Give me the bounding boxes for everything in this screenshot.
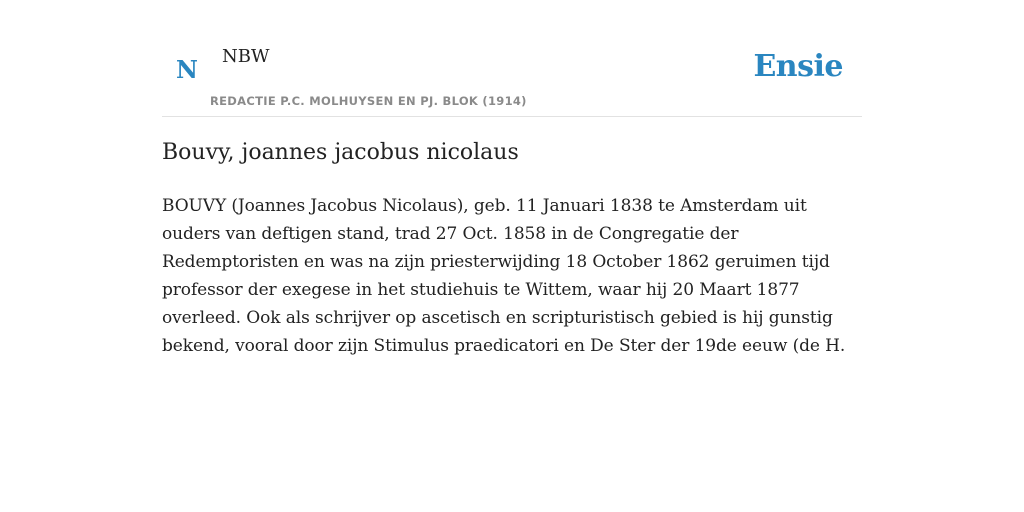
entry-title: Bouvy, joannes jacobus nicolaus [162, 140, 519, 165]
source-title[interactable]: NBW [222, 46, 270, 67]
entry-body: BOUVY (Joannes Jacobus Nicolaus), geb. 11 Januari 1838 te Amsterdam uit ouders van deftigen stand, trad 27 Oct. 1858 in de Congregatie der Redemptoristen en was na zijn priesterwijding 18 October 1862 geruimen tijd professor der exegese in het studiehuis te Wittem, waar hij 20 Maart 1877 overleed. Ook als schrijver op ascetisch en scripturistisch gebied is hij gunstig bekend, vooral door zijn Stimulus praedicatori en De Ster der 19de eeuw (de H. [162, 196, 846, 356]
source-header [162, 0, 862, 117]
brand-logo[interactable]: Ensie [753, 49, 843, 84]
source-subtitle: REDACTIE P.C. MOLHUYSEN EN PJ. BLOK (1914) [210, 94, 527, 108]
source-logo[interactable]: N [176, 55, 198, 84]
